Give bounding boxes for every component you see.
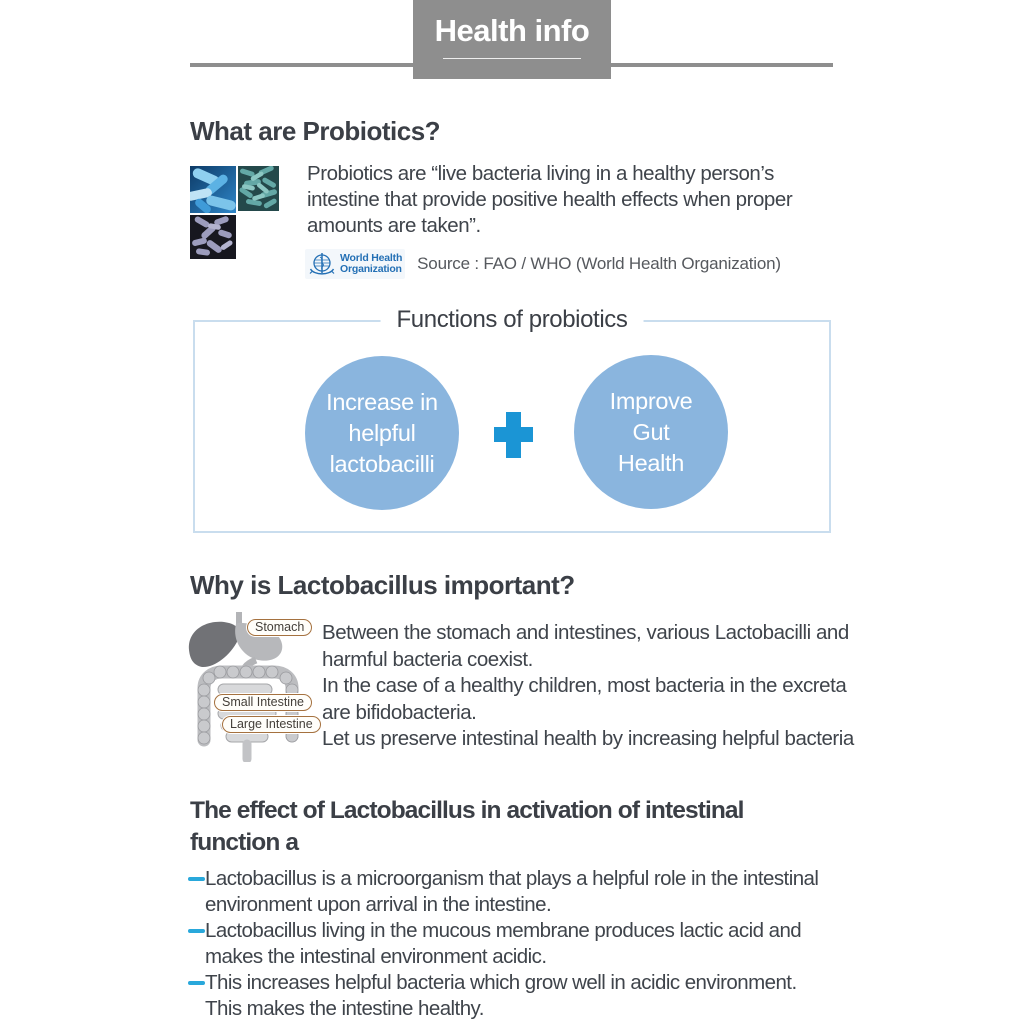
bullet-item	[188, 866, 818, 918]
functions-box-title: Functions of probiotics	[381, 306, 644, 334]
who-logo-line1: World Health	[340, 251, 403, 264]
bullet-line: environment upon arrival in the intestine.	[205, 893, 552, 916]
section-heading-effect	[190, 795, 744, 859]
who-logo-line2: Organization	[340, 262, 402, 275]
label-small-intestine: Small Intestine	[214, 694, 312, 711]
section-heading-probiotics: What are Probiotics?	[190, 116, 441, 146]
who-logo-icon	[308, 250, 336, 278]
header-banner	[413, 0, 611, 79]
circle-increase-lactobacilli	[305, 356, 459, 510]
plus-icon	[494, 412, 533, 458]
header-title-underline	[443, 58, 581, 59]
paragraph-line: harmful bacteria coexist.	[322, 647, 533, 671]
bacteria-photo-blue	[190, 166, 236, 213]
paragraph-line: Let us preserve intestinal health by increasing helpful bacteria	[322, 727, 854, 750]
bullet-dash-icon	[188, 929, 205, 933]
paragraph	[322, 673, 854, 726]
paragraph	[322, 620, 854, 673]
bullet-line: Lactobacillus is a microorganism that plays a helpful role in the intestinal	[205, 867, 819, 890]
source-row	[305, 247, 781, 280]
source-text: Source : FAO / WHO (World Health Organization)	[417, 253, 781, 273]
bullet-dash-icon	[188, 877, 205, 881]
description-line: Probiotics are “live bacteria living in a healthy person’s	[307, 162, 774, 185]
bullet-line: makes the intestinal environment acidic.	[205, 945, 547, 968]
bullet-item	[188, 918, 818, 970]
bacteria-photo-purple	[190, 215, 236, 259]
bullet-line: This increases helpful bacteria which grow well in acidic environment.	[205, 971, 797, 994]
bullet-line: This makes the intestine healthy.	[205, 997, 484, 1020]
description-line: intestine that provide positive health effects when proper	[307, 188, 793, 211]
paragraph-line: Between the stomach and intestines, various Lactobacilli and	[322, 621, 849, 644]
label-stomach: Stomach	[247, 619, 312, 636]
bullet-dash-icon	[188, 981, 205, 985]
circle-text-line: lactobacilli	[329, 450, 435, 477]
description-line: amounts are taken”.	[307, 214, 481, 237]
who-logo-text	[340, 253, 402, 275]
heading-line: The effect of Lactobacillus in activation of intestinal	[190, 797, 744, 824]
circle-text-line: Increase in	[326, 388, 438, 415]
bullet-line: Lactobacillus living in the mucous membrane produces lactic acid and	[205, 919, 802, 942]
section-heading-lactobacillus: Why is Lactobacillus important?	[190, 570, 575, 600]
circle-text-line: Improve	[609, 387, 693, 414]
circle-text-line: helpful	[348, 419, 416, 446]
heading-line: function a	[190, 829, 299, 856]
bacteria-photo-teal	[238, 166, 279, 211]
probiotics-description	[307, 161, 792, 239]
bullet-item	[188, 970, 818, 1022]
paragraph-line: are bifidobacteria.	[322, 700, 477, 724]
page-title: Health info	[434, 13, 590, 48]
circle-text-line: Health	[617, 449, 685, 476]
lactobacillus-paragraphs	[322, 620, 854, 753]
who-badge	[305, 249, 405, 279]
functions-box	[193, 306, 831, 533]
circle-text-line: Gut	[632, 418, 670, 445]
effect-bullet-list	[188, 866, 818, 1022]
paragraph	[322, 726, 854, 753]
label-large-intestine: Large Intestine	[222, 716, 321, 733]
circle-improve-gut-health	[574, 355, 728, 509]
paragraph-line: In the case of a healthy children, most bacteria in the excreta	[322, 674, 847, 697]
